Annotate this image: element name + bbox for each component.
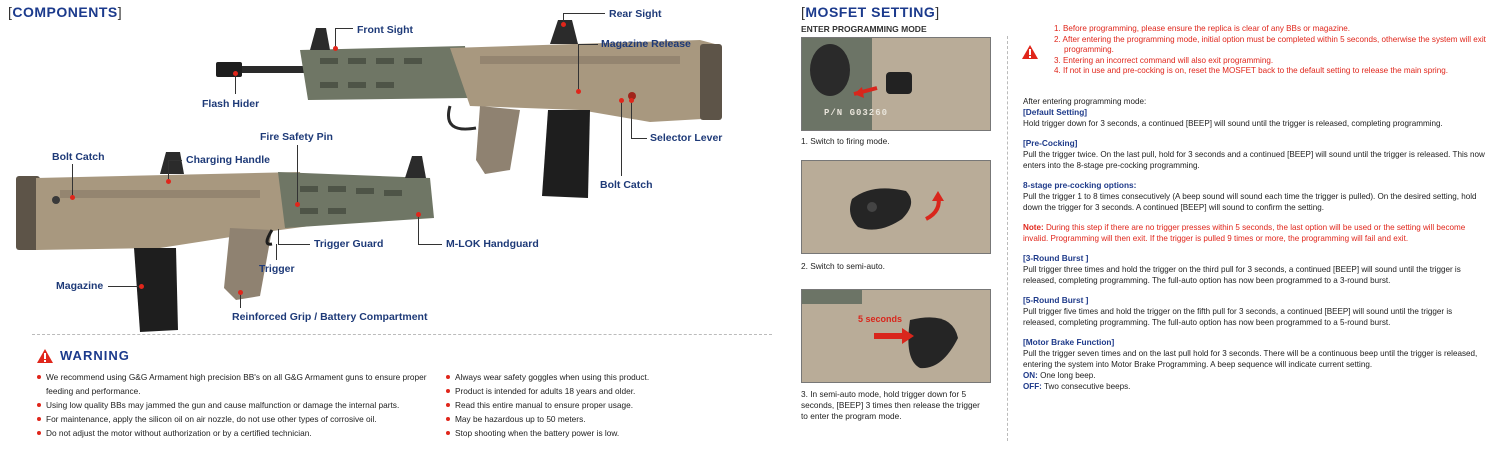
rear-sight-callout — [563, 13, 605, 14]
motor-on-line — [1023, 370, 1485, 381]
warning-item: Stop shooting when the battery power is low. — [446, 426, 746, 440]
label-selector-lever: Selector Lever — [650, 132, 723, 144]
warning-list-right — [446, 370, 746, 440]
warning-item: Do not adjust the motor without authorization or by a certified technician. — [37, 426, 437, 440]
label-bolt-catch-top: Bolt Catch — [600, 179, 653, 191]
trigger-callout — [276, 244, 277, 260]
mosfet-title: [MOSFET SETTING] — [801, 4, 940, 20]
default-setting-body: Hold trigger down for 3 seconds, a continued [BEEP] will sound until the trigger is released, completing programming. — [1023, 119, 1443, 128]
caution-item: 4. If not in use and pre-cocking is on, reset the MOSFET back to the default setting to release the main spring. — [1054, 66, 1448, 75]
label-grip: Reinforced Grip / Battery Compartment — [232, 311, 428, 323]
caution-list — [1054, 24, 1494, 77]
label-charging-handle: Charging Handle — [186, 154, 271, 166]
selector-callout — [631, 100, 632, 138]
flash-hider-callout — [235, 74, 236, 94]
label-rear-sight: Rear Sight — [609, 8, 662, 20]
bolt-catch-left-callout — [72, 164, 73, 196]
step2-photo — [801, 160, 991, 254]
caution-triangle-icon — [1021, 44, 1039, 60]
programming-instructions — [1023, 96, 1485, 392]
step1-photo — [801, 37, 991, 131]
warning-triangle-icon — [36, 348, 54, 364]
components-title: [COMPONENTS] — [8, 4, 123, 20]
warning-separator — [32, 334, 772, 335]
label-flash-hider: Flash Hider — [202, 98, 260, 110]
warning-item: Product is intended for adults 18 years and older. — [446, 384, 746, 398]
trigger-guard-callout — [278, 229, 279, 245]
bolt-catch-top-callout — [621, 100, 622, 176]
label-magazine: Magazine — [56, 280, 104, 292]
label-magazine-release: Magazine Release — [601, 38, 691, 50]
step1-caption: 1. Switch to firing mode. — [801, 136, 890, 146]
note-paragraph — [1023, 222, 1485, 244]
precock-body: Pull the trigger twice. On the last pull, hold for 3 seconds and a continued [BEEP] will sound until the trigger is released. This now enters into the 8-stage pre-cocking programming. — [1023, 150, 1485, 170]
label-fire-safety-pin: Fire Safety Pin — [260, 131, 333, 143]
mlok-callout — [418, 214, 419, 244]
off-body: Two consecutive beeps. — [1044, 382, 1131, 391]
burst5-body: Pull trigger five times and hold the trigger on the fifth pull for 3 seconds, a continued [BEEP] will sound until the trigger is released, completing programming. The full-auto option has now been programmed to a 5-round burst. — [1023, 307, 1453, 327]
warning-item: For maintenance, apply the silicon oil on air nozzle, do not use other types of corrosive oil. — [37, 412, 437, 426]
precock-heading: [Pre-Cocking] — [1023, 138, 1078, 148]
warning-title: WARNING — [60, 348, 130, 363]
motor-brake-heading: [Motor Brake Function] — [1023, 337, 1115, 347]
burst3-heading: [3-Round Burst ] — [1023, 253, 1089, 263]
step2-caption: 2. Switch to semi-auto. — [801, 261, 885, 271]
stage8-heading: 8-stage pre-cocking options: — [1023, 180, 1137, 190]
warning-item: We recommend using G&G Armament high precision BB's on all G&G Armament guns to ensure proper feeding and performance. — [37, 370, 437, 398]
caution-item: 2. After entering the programming mode, initial option must be completed within 5 seconds, otherwise the system will exit programming. — [1054, 34, 1486, 54]
burst5-heading: [5-Round Burst ] — [1023, 295, 1089, 305]
note-body: During this step if there are no trigger presses within 5 seconds, the last option will be used or the setting will become invalid. Programming will then exit. If the trigger is pulled 9 times or more, the programming will fail and exit. — [1023, 223, 1466, 243]
step3-photo-label: 5 seconds — [858, 314, 903, 324]
on-label: ON: — [1023, 371, 1038, 380]
stage8-body: Pull the trigger 1 to 8 times consecutively (A beep sound will sound each time the trigger is pulled). On the desired setting, hold down the trigger for 3 seconds. A continued [BEEP] will sound to confirm the setting. — [1023, 192, 1477, 212]
motor-off-line — [1023, 381, 1485, 392]
warning-item: May be hazardous up to 50 meters. — [446, 412, 746, 426]
on-body: One long beep. — [1040, 371, 1096, 380]
mosfet-subtitle: ENTER PROGRAMMING MODE — [801, 24, 927, 34]
caution-item: 1. Before programming, please ensure the replica is clear of any BBs or magazine. — [1054, 24, 1351, 33]
step1-photo-text: P/N G03260 — [824, 108, 889, 118]
note-label: Note: — [1023, 223, 1044, 232]
caution-item: 3. Entering an incorrect command will also exit programming. — [1054, 55, 1274, 65]
warning-item: Always wear safety goggles when using this product. — [446, 370, 746, 384]
label-trigger-guard: Trigger Guard — [314, 238, 384, 250]
warning-list-left — [37, 370, 437, 440]
front-sight-callout — [335, 28, 336, 48]
intro-text: After entering programming mode: — [1023, 97, 1147, 106]
step3-photo — [801, 289, 991, 383]
default-setting-heading: [Default Setting] — [1023, 107, 1088, 117]
off-label: OFF: — [1023, 382, 1042, 391]
label-front-sight: Front Sight — [357, 24, 413, 36]
label-mlok-handguard: M-LOK Handguard — [446, 238, 539, 250]
warning-item: Using low quality BBs may jammed the gun and cause malfunction or damage the internal parts. — [37, 398, 437, 412]
magazine-callout — [108, 286, 140, 287]
motor-brake-body: Pull the trigger seven times and on the last pull hold for 3 seconds. There will be a continuous beep until the trigger is released, entering the system into Motor Brake Programming. A beep sequence will indicate current setting. — [1023, 349, 1478, 369]
charging-handle-callout — [168, 160, 169, 180]
burst3-body: Pull trigger three times and hold the trigger on the third pull for 3 seconds, a continued [BEEP] will sound until the trigger is released, completing programming. The full-auto option has now been programmed to a 3-round burst. — [1023, 265, 1461, 285]
rifle-bottom-illustration — [10, 148, 470, 338]
fire-safety-pin-callout — [297, 145, 298, 203]
step3-caption: 3. In semi-auto mode, hold trigger down for 5 seconds, [BEEP] 3 times then release the trigger to enter the program mode. — [801, 389, 980, 421]
warning-item: Read this entire manual to ensure proper usage. — [446, 398, 746, 412]
mosfet-divider — [1007, 36, 1008, 441]
magazine-release-callout — [578, 44, 598, 45]
label-bolt-catch-left: Bolt Catch — [52, 151, 105, 163]
label-trigger: Trigger — [259, 263, 295, 275]
